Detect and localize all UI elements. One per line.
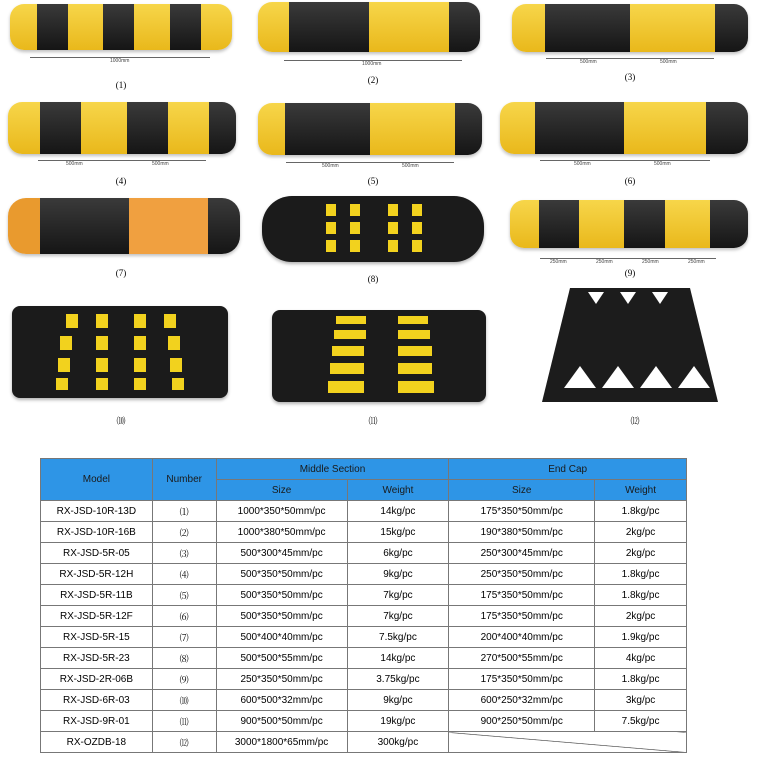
cell-end-size: 175*350*50mm/pc xyxy=(449,606,595,627)
cell-mid-weight: 9kg/pc xyxy=(347,690,449,711)
cell-end-weight: 1.8kg/pc xyxy=(595,501,687,522)
dimension-label: 250mm xyxy=(642,259,659,265)
dimension-label: 500mm xyxy=(660,59,677,65)
cell-number: ⑾ xyxy=(152,711,216,732)
cell-mid-size: 600*500*32mm/pc xyxy=(216,690,347,711)
speed-bump-5-image xyxy=(258,103,482,155)
cell-end-size: 250*350*50mm/pc xyxy=(449,564,595,585)
header-model: Model xyxy=(41,459,153,501)
cell-mid-weight: 7kg/pc xyxy=(347,606,449,627)
header-middle-size: Size xyxy=(216,480,347,501)
cell-model: RX-JSD-10R-16B xyxy=(41,522,153,543)
cell-model: RX-JSD-5R-23 xyxy=(41,648,153,669)
dimension-label: 250mm xyxy=(596,259,613,265)
cell-number: ⑻ xyxy=(152,648,216,669)
header-middle-weight: Weight xyxy=(347,480,449,501)
table-row xyxy=(41,543,687,564)
cell-mid-size: 500*350*50mm/pc xyxy=(216,585,347,606)
cell-end-weight: 2kg/pc xyxy=(595,543,687,564)
cell-number: ⑹ xyxy=(152,606,216,627)
header-number: Number xyxy=(152,459,216,501)
cell-mid-weight: 9kg/pc xyxy=(347,564,449,585)
product-number: (7) xyxy=(115,268,127,278)
product-number: ⑿ xyxy=(630,416,640,426)
product-number: (2) xyxy=(367,75,379,85)
cell-mid-weight: 3.75kg/pc xyxy=(347,669,449,690)
cell-mid-weight: 14kg/pc xyxy=(347,648,449,669)
cell-end-size: 200*400*40mm/pc xyxy=(449,627,595,648)
dimension-label: 500mm xyxy=(152,161,169,167)
speed-bump-1-image xyxy=(10,4,232,50)
cell-end-weight: 4kg/pc xyxy=(595,648,687,669)
cell-end-cap-not-applicable xyxy=(449,732,687,753)
cell-end-weight: 1.8kg/pc xyxy=(595,564,687,585)
dimension-label: 500mm xyxy=(322,163,339,169)
speed-bump-10-image xyxy=(12,306,228,398)
cell-end-weight: 7.5kg/pc xyxy=(595,711,687,732)
cell-mid-size: 500*350*50mm/pc xyxy=(216,606,347,627)
cell-number: ⑵ xyxy=(152,522,216,543)
product-number: (8) xyxy=(367,274,379,284)
speed-bump-11-image xyxy=(272,310,486,402)
cell-end-size: 270*500*55mm/pc xyxy=(449,648,595,669)
table-row xyxy=(41,648,687,669)
cell-end-weight: 3kg/pc xyxy=(595,690,687,711)
cell-mid-size: 500*500*55mm/pc xyxy=(216,648,347,669)
cell-model: RX-JSD-5R-12F xyxy=(41,606,153,627)
cell-number: ⑺ xyxy=(152,627,216,648)
cell-mid-size: 250*350*50mm/pc xyxy=(216,669,347,690)
cell-mid-weight: 6kg/pc xyxy=(347,543,449,564)
cell-number: ⑴ xyxy=(152,501,216,522)
product-number: (9) xyxy=(624,268,636,278)
cell-end-size: 190*380*50mm/pc xyxy=(449,522,595,543)
table-row xyxy=(41,606,687,627)
product-number: (4) xyxy=(115,176,127,186)
speed-bump-4-image xyxy=(8,102,236,154)
cell-model: RX-JSD-6R-03 xyxy=(41,690,153,711)
table-row xyxy=(41,627,687,648)
cell-mid-weight: 15kg/pc xyxy=(347,522,449,543)
product-number: (6) xyxy=(624,176,636,186)
cell-mid-size: 3000*1800*65mm/pc xyxy=(216,732,347,753)
dimension-label: 500mm xyxy=(574,161,591,167)
cell-number: ⑿ xyxy=(152,732,216,753)
cell-end-weight: 2kg/pc xyxy=(595,606,687,627)
cell-end-weight: 1.9kg/pc xyxy=(595,627,687,648)
dimension-label: 500mm xyxy=(66,161,83,167)
dimension-label: 1000mm xyxy=(110,58,130,64)
cell-number: ⑼ xyxy=(152,669,216,690)
table-row xyxy=(41,501,687,522)
cell-mid-weight: 7kg/pc xyxy=(347,585,449,606)
cell-model: RX-JSD-5R-12H xyxy=(41,564,153,585)
cell-mid-size: 500*400*40mm/pc xyxy=(216,627,347,648)
cell-end-size: 600*250*32mm/pc xyxy=(449,690,595,711)
dimension-label: 250mm xyxy=(550,259,567,265)
speed-bump-8-image xyxy=(262,196,484,262)
dimension-label: 1000mm xyxy=(362,61,382,67)
table-row xyxy=(41,732,687,753)
cell-mid-weight: 19kg/pc xyxy=(347,711,449,732)
cell-mid-size: 1000*380*50mm/pc xyxy=(216,522,347,543)
cell-end-size: 175*350*50mm/pc xyxy=(449,501,595,522)
table-row xyxy=(41,669,687,690)
header-end-cap: End Cap xyxy=(449,459,687,480)
cell-mid-weight: 300kg/pc xyxy=(347,732,449,753)
product-number: (3) xyxy=(624,72,636,82)
header-end-size: Size xyxy=(449,480,595,501)
cell-mid-weight: 14kg/pc xyxy=(347,501,449,522)
product-number: ⑾ xyxy=(368,416,378,426)
product-number: (5) xyxy=(367,176,379,186)
table-row xyxy=(41,690,687,711)
dimension-label: 250mm xyxy=(688,259,705,265)
cell-model: RX-JSD-10R-13D xyxy=(41,501,153,522)
table-row xyxy=(41,564,687,585)
cell-mid-size: 1000*350*50mm/pc xyxy=(216,501,347,522)
table-row xyxy=(41,522,687,543)
cell-mid-size: 500*300*45mm/pc xyxy=(216,543,347,564)
cell-model: RX-JSD-5R-11B xyxy=(41,585,153,606)
speed-table-12-image xyxy=(540,288,720,404)
cell-end-size: 250*300*45mm/pc xyxy=(449,543,595,564)
cell-number: ⑽ xyxy=(152,690,216,711)
cell-model: RX-JSD-5R-15 xyxy=(41,627,153,648)
cell-model: RX-JSD-2R-06B xyxy=(41,669,153,690)
cell-model: RX-OZDB-18 xyxy=(41,732,153,753)
cell-end-weight: 1.8kg/pc xyxy=(595,669,687,690)
cell-end-weight: 2kg/pc xyxy=(595,522,687,543)
dimension-label: 500mm xyxy=(654,161,671,167)
cell-number: ⑶ xyxy=(152,543,216,564)
speed-bump-6-image xyxy=(500,102,748,154)
cell-number: ⑷ xyxy=(152,564,216,585)
cell-mid-weight: 7.5kg/pc xyxy=(347,627,449,648)
cell-end-size: 900*250*50mm/pc xyxy=(449,711,595,732)
dimension-label: 500mm xyxy=(580,59,597,65)
cell-end-size: 175*350*50mm/pc xyxy=(449,585,595,606)
table-row xyxy=(41,585,687,606)
cell-model: RX-JSD-9R-01 xyxy=(41,711,153,732)
product-number: ⑽ xyxy=(116,416,126,426)
cell-end-weight: 1.8kg/pc xyxy=(595,585,687,606)
product-number: (1) xyxy=(115,80,127,90)
header-end-weight: Weight xyxy=(595,480,687,501)
cell-mid-size: 500*350*50mm/pc xyxy=(216,564,347,585)
cell-number: ⑸ xyxy=(152,585,216,606)
speed-bump-9-image xyxy=(510,200,748,248)
speed-bump-2-image xyxy=(258,2,480,52)
specification-table xyxy=(40,458,687,753)
cell-mid-size: 900*500*50mm/pc xyxy=(216,711,347,732)
speed-bump-7-image xyxy=(8,198,240,254)
cell-end-size: 175*350*50mm/pc xyxy=(449,669,595,690)
table-row xyxy=(41,711,687,732)
header-middle-section: Middle Section xyxy=(216,459,449,480)
speed-bump-3-image xyxy=(512,4,748,52)
cell-model: RX-JSD-5R-05 xyxy=(41,543,153,564)
dimension-label: 500mm xyxy=(402,163,419,169)
